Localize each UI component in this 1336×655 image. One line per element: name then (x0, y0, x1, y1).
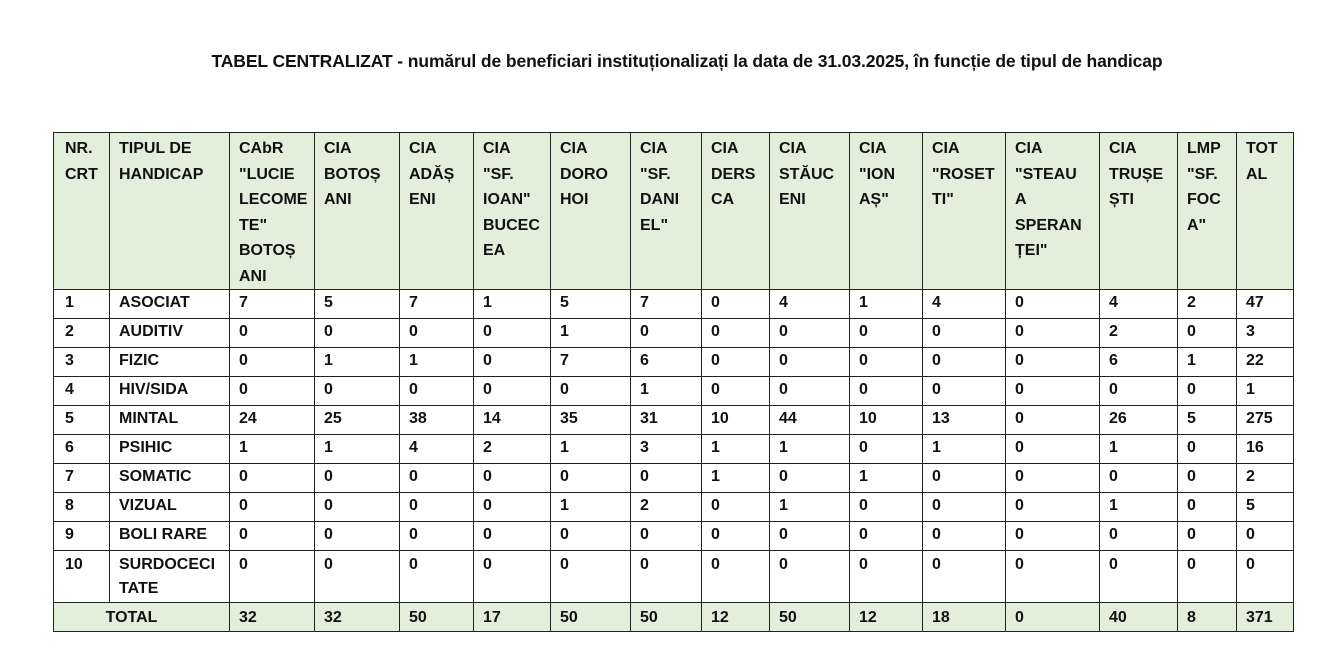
column-header-line: CA (711, 191, 735, 208)
handicap-type (110, 319, 230, 348)
cell-value: 44 (770, 406, 850, 435)
cell-value: 0 (400, 493, 474, 522)
cell-value: 1 (631, 377, 702, 406)
column-header-line: BOTOȘ (324, 165, 381, 183)
column-header (923, 133, 1006, 290)
cell-value: 47 (1237, 290, 1294, 319)
handicap-type-line: TATE (119, 580, 159, 597)
cell-value: 0 (315, 464, 400, 493)
cell-value: 1 (551, 319, 631, 348)
column-header-line: DERS (711, 165, 756, 183)
cell-value: 0 (230, 551, 315, 603)
cell-value: 0 (1178, 435, 1237, 464)
handicap-type (110, 290, 230, 319)
cell-value: 0 (315, 551, 400, 603)
column-header (1006, 133, 1100, 290)
row-number: 7 (54, 464, 110, 493)
column-header-line: ANI (324, 191, 352, 208)
table-body (54, 290, 1294, 603)
total-value: 18 (923, 603, 1006, 632)
cell-value: 13 (923, 406, 1006, 435)
cell-value: 0 (474, 493, 551, 522)
cell-value: 0 (923, 377, 1006, 406)
cell-value: 0 (1006, 348, 1100, 377)
cell-value: 0 (551, 464, 631, 493)
cell-value: 0 (551, 522, 631, 551)
page-title: TABEL CENTRALIZAT - numărul de beneficiari instituționalizați la data de 31.03.2025, în funcție de tipul de handicap (211, 51, 1163, 71)
cell-value: 0 (400, 464, 474, 493)
row-number: 3 (54, 348, 110, 377)
handicap-type-line: VIZUAL (119, 497, 177, 514)
cell-value: 0 (551, 377, 631, 406)
cell-value: 0 (1100, 377, 1178, 406)
handicap-type-line: BOLI RARE (119, 526, 207, 543)
cell-value: 0 (230, 348, 315, 377)
column-header-line: CIA (324, 140, 352, 157)
cell-value: 0 (923, 464, 1006, 493)
total-value: 0 (1006, 603, 1100, 632)
handicap-type (110, 406, 230, 435)
column-header-line: TOT (1246, 140, 1278, 157)
cell-value: 2 (474, 435, 551, 464)
cell-value: 0 (1006, 435, 1100, 464)
cell-value: 5 (551, 290, 631, 319)
cell-value: 0 (1100, 551, 1178, 603)
table-row (54, 348, 1294, 377)
column-header-line: HANDICAP (119, 165, 204, 183)
cell-value: 0 (1237, 522, 1294, 551)
cell-value: 1 (1100, 435, 1178, 464)
cell-value: 4 (923, 290, 1006, 319)
cell-value: 0 (1006, 522, 1100, 551)
cell-value: 0 (230, 319, 315, 348)
cell-value: 26 (1100, 406, 1178, 435)
row-number: 9 (54, 522, 110, 551)
table-row (54, 290, 1294, 319)
total-value: 12 (702, 603, 770, 632)
column-header-line: ȘTI (1109, 191, 1134, 208)
beneficiaries-table (53, 132, 1294, 632)
cell-value: 31 (631, 406, 702, 435)
handicap-type-line: PSIHIC (119, 439, 173, 456)
cell-value: 0 (1006, 493, 1100, 522)
cell-value: 0 (923, 319, 1006, 348)
cell-value: 4 (770, 290, 850, 319)
cell-value: 0 (702, 348, 770, 377)
column-header (551, 133, 631, 290)
column-header (631, 133, 702, 290)
cell-value: 7 (230, 290, 315, 319)
cell-value: 0 (1006, 290, 1100, 319)
cell-value: 1 (770, 493, 850, 522)
row-number: 8 (54, 493, 110, 522)
cell-value: 1 (551, 493, 631, 522)
cell-value: 0 (474, 377, 551, 406)
cell-value: 0 (631, 551, 702, 603)
handicap-type (110, 348, 230, 377)
cell-value: 0 (551, 551, 631, 603)
cell-value: 0 (923, 522, 1006, 551)
column-header-line: CIA (711, 140, 739, 157)
cell-value: 0 (1100, 464, 1178, 493)
cell-value: 0 (400, 377, 474, 406)
handicap-type-line: MINTAL (119, 410, 179, 427)
cell-value: 35 (551, 406, 631, 435)
handicap-type-line: ASOCIAT (119, 294, 190, 311)
cell-value: 0 (400, 522, 474, 551)
cell-value: 1 (702, 464, 770, 493)
row-number: 4 (54, 377, 110, 406)
handicap-type (110, 551, 230, 603)
cell-value: 0 (850, 493, 923, 522)
column-header-line: ANI (239, 267, 267, 285)
cell-value: 0 (474, 551, 551, 603)
cell-value: 0 (474, 319, 551, 348)
cell-value: 1 (315, 435, 400, 464)
column-header (1100, 133, 1178, 290)
column-header (850, 133, 923, 290)
table-row (54, 435, 1294, 464)
column-header-line: CAbR (239, 140, 284, 157)
handicap-type-line: AUDITIV (119, 323, 183, 340)
column-header (770, 133, 850, 290)
column-header-line: ENI (409, 191, 436, 208)
table-header (54, 133, 1294, 290)
column-header-line: DORO (560, 165, 608, 183)
cell-value: 0 (400, 551, 474, 603)
row-number: 6 (54, 435, 110, 464)
cell-value: 0 (315, 493, 400, 522)
cell-value: 5 (1178, 406, 1237, 435)
cell-value: 6 (631, 348, 702, 377)
cell-value: 1 (850, 290, 923, 319)
column-header (315, 133, 400, 290)
total-value: 371 (1237, 603, 1294, 632)
cell-value: 0 (1178, 377, 1237, 406)
column-header-line: LECOME (239, 191, 308, 208)
cell-value: 0 (474, 348, 551, 377)
cell-value: 0 (1178, 493, 1237, 522)
column-header-line: CIA (640, 140, 668, 157)
column-header-line: SPERAN (1015, 216, 1082, 234)
cell-value: 7 (400, 290, 474, 319)
cell-value: 0 (770, 377, 850, 406)
table-footer (54, 603, 1294, 632)
cell-value: 5 (1237, 493, 1294, 522)
column-header-line: "ION (859, 165, 896, 183)
cell-value: 0 (923, 348, 1006, 377)
cell-value: 4 (400, 435, 474, 464)
column-header (54, 133, 110, 290)
cell-value: 7 (551, 348, 631, 377)
row-number: 1 (54, 290, 110, 319)
column-header-line: LMP (1187, 140, 1221, 157)
cell-value: 14 (474, 406, 551, 435)
total-value: 40 (1100, 603, 1178, 632)
table-row (54, 522, 1294, 551)
table-row (54, 406, 1294, 435)
cell-value: 0 (315, 319, 400, 348)
cell-value: 0 (1178, 319, 1237, 348)
cell-value: 0 (230, 377, 315, 406)
cell-value: 2 (631, 493, 702, 522)
header-row (54, 133, 1294, 290)
cell-value: 0 (1237, 551, 1294, 603)
column-header-line: TRUȘE (1109, 165, 1164, 183)
cell-value: 2 (1237, 464, 1294, 493)
handicap-type (110, 377, 230, 406)
row-number: 2 (54, 319, 110, 348)
cell-value: 0 (770, 348, 850, 377)
column-header-line: ADĂȘ (409, 165, 455, 183)
total-value: 12 (850, 603, 923, 632)
cell-value: 0 (1006, 377, 1100, 406)
column-header (474, 133, 551, 290)
total-value: 50 (631, 603, 702, 632)
handicap-type (110, 435, 230, 464)
cell-value: 0 (702, 493, 770, 522)
column-header-line: "STEAU (1015, 165, 1077, 183)
table-row (54, 377, 1294, 406)
table-row (54, 464, 1294, 493)
cell-value: 0 (1006, 406, 1100, 435)
cell-value: 0 (923, 551, 1006, 603)
column-header-line: STĂUC (779, 165, 835, 183)
cell-value: 10 (850, 406, 923, 435)
handicap-type (110, 493, 230, 522)
cell-value: 7 (631, 290, 702, 319)
cell-value: 0 (770, 522, 850, 551)
column-header (1178, 133, 1237, 290)
column-header-line: CIA (779, 140, 807, 157)
column-header-line: A" (1187, 216, 1207, 234)
column-header-line: CRT (65, 165, 98, 183)
cell-value: 0 (1178, 464, 1237, 493)
column-header-line: CIA (932, 140, 960, 157)
cell-value: 0 (1100, 522, 1178, 551)
cell-value: 2 (1100, 319, 1178, 348)
cell-value: 0 (850, 551, 923, 603)
row-number: 5 (54, 406, 110, 435)
cell-value: 1 (770, 435, 850, 464)
cell-value: 0 (923, 493, 1006, 522)
column-header (1237, 133, 1294, 290)
cell-value: 1 (315, 348, 400, 377)
handicap-type (110, 522, 230, 551)
table-row (54, 551, 1294, 603)
column-header (230, 133, 315, 290)
cell-value: 1 (850, 464, 923, 493)
column-header-line: TI" (932, 191, 954, 208)
column-header-line: "SF. (1187, 165, 1218, 183)
column-header-line: CIA (560, 140, 588, 157)
cell-value: 0 (770, 464, 850, 493)
cell-value: 1 (230, 435, 315, 464)
cell-value: 0 (631, 522, 702, 551)
cell-value: 4 (1100, 290, 1178, 319)
handicap-type-line: FIZIC (119, 352, 159, 369)
cell-value: 0 (315, 522, 400, 551)
column-header-line: HOI (560, 191, 589, 208)
total-value: 8 (1178, 603, 1237, 632)
cell-value: 24 (230, 406, 315, 435)
cell-value: 0 (315, 377, 400, 406)
cell-value: 0 (702, 551, 770, 603)
cell-value: 0 (474, 522, 551, 551)
cell-value: 1 (1100, 493, 1178, 522)
column-header-line: DANI (640, 191, 680, 208)
cell-value: 0 (770, 551, 850, 603)
cell-value: 0 (770, 319, 850, 348)
column-header-line: AL (1246, 165, 1268, 183)
cell-value: 0 (1006, 551, 1100, 603)
column-header-line: EL" (640, 216, 669, 234)
total-value: 32 (230, 603, 315, 632)
cell-value: 0 (400, 319, 474, 348)
column-header-line: CIA (483, 140, 511, 157)
cell-value: 0 (230, 464, 315, 493)
cell-value: 0 (850, 435, 923, 464)
column-header-line: A (1015, 191, 1027, 208)
column-header-line: "SF. (640, 165, 671, 183)
column-header-line: CIA (859, 140, 887, 157)
column-header (110, 133, 230, 290)
handicap-type-line: SURDOCECI (119, 556, 216, 573)
cell-value: 0 (631, 319, 702, 348)
column-header-line: IOAN" (483, 191, 531, 208)
cell-value: 10 (702, 406, 770, 435)
cell-value: 275 (1237, 406, 1294, 435)
total-value: 50 (400, 603, 474, 632)
cell-value: 1 (1178, 348, 1237, 377)
column-header-line: CIA (1015, 140, 1043, 157)
column-header-line: BOTOȘ (239, 242, 296, 259)
cell-value: 0 (850, 348, 923, 377)
column-header-line: TE" (239, 216, 268, 234)
cell-value: 2 (1178, 290, 1237, 319)
cell-value: 1 (923, 435, 1006, 464)
column-header-line: FOC (1187, 191, 1221, 208)
cell-value: 0 (631, 464, 702, 493)
cell-value: 1 (702, 435, 770, 464)
cell-value: 1 (1237, 377, 1294, 406)
column-header-line: AȘ" (859, 191, 889, 208)
cell-value: 0 (474, 464, 551, 493)
cell-value: 1 (551, 435, 631, 464)
cell-value: 3 (631, 435, 702, 464)
handicap-type (110, 464, 230, 493)
column-header-line: "SF. (483, 165, 514, 183)
cell-value: 22 (1237, 348, 1294, 377)
cell-value: 0 (850, 377, 923, 406)
cell-value: 1 (474, 290, 551, 319)
column-header-line: BUCEC (483, 216, 540, 234)
table-row (54, 493, 1294, 522)
column-header (400, 133, 474, 290)
cell-value: 0 (1006, 464, 1100, 493)
column-header-line: TIPUL DE (119, 140, 192, 157)
cell-value: 0 (230, 493, 315, 522)
handicap-type-line: HIV/SIDA (119, 381, 189, 398)
cell-value: 0 (702, 522, 770, 551)
handicap-type-line: SOMATIC (119, 468, 192, 485)
cell-value: 6 (1100, 348, 1178, 377)
column-header (702, 133, 770, 290)
total-value: 50 (770, 603, 850, 632)
column-header-line: CIA (1109, 140, 1137, 157)
cell-value: 1 (400, 348, 474, 377)
table-row (54, 319, 1294, 348)
cell-value: 0 (850, 319, 923, 348)
cell-value: 25 (315, 406, 400, 435)
total-value: 50 (551, 603, 631, 632)
total-label: TOTAL (54, 603, 230, 632)
cell-value: 0 (1006, 319, 1100, 348)
total-value: 32 (315, 603, 400, 632)
cell-value: 0 (850, 522, 923, 551)
cell-value: 3 (1237, 319, 1294, 348)
column-header-line: "ROSET (932, 165, 995, 183)
cell-value: 16 (1237, 435, 1294, 464)
total-row (54, 603, 1294, 632)
cell-value: 0 (702, 290, 770, 319)
row-number: 10 (54, 551, 110, 603)
cell-value: 0 (230, 522, 315, 551)
cell-value: 0 (702, 377, 770, 406)
column-header-line: "LUCIE (239, 165, 295, 183)
cell-value: 0 (702, 319, 770, 348)
cell-value: 5 (315, 290, 400, 319)
column-header-line: ENI (779, 191, 806, 208)
column-header-line: NR. (65, 140, 93, 157)
total-value: 17 (474, 603, 551, 632)
column-header-line: ȚEI" (1015, 242, 1048, 259)
column-header-line: EA (483, 242, 506, 259)
cell-value: 38 (400, 406, 474, 435)
cell-value: 0 (1178, 522, 1237, 551)
cell-value: 0 (1178, 551, 1237, 603)
column-header-line: CIA (409, 140, 437, 157)
